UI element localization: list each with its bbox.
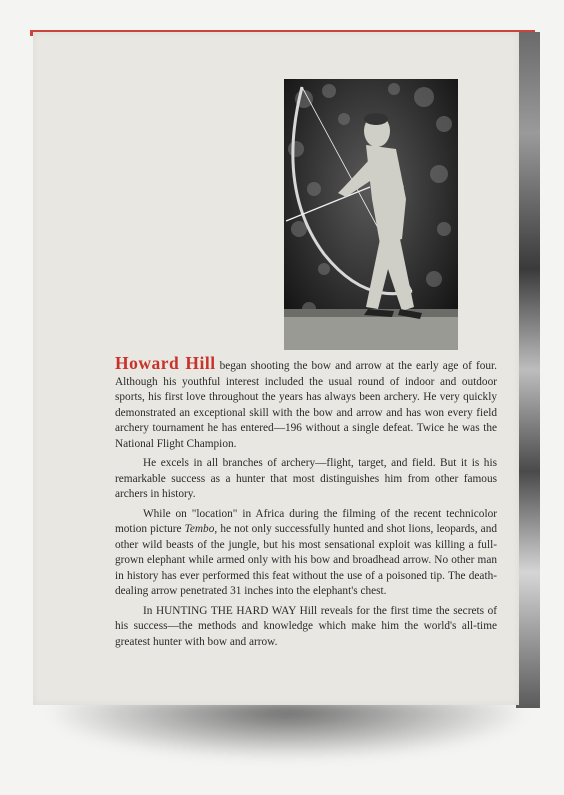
bio-paragraph-3 <box>115 507 497 600</box>
archer-photo <box>284 79 458 350</box>
bio-paragraph-1 <box>115 353 497 452</box>
book-shadow <box>44 700 530 760</box>
author-biography <box>115 353 497 654</box>
bio-paragraph-2: He excels in all branches of archery—flight, target, and field. But it is his remarkable success as a hunter that most distinguishes him from other famous archers in history. <box>115 457 497 500</box>
bio-paragraph-1-text: began shooting the bow and arrow at the early age of four. Although his youthful interest included the usual round of indoor and outdoor sports, his first love throughout the years has always been archery. He very quickly demonstrated an exceptional skill with the bow and arrow and has won every field archery tournament he has entered—196 without a single defeat. Twice he was the National Flight Champion. <box>115 360 497 450</box>
bio-paragraph-4: In HUNTING THE HARD WAY Hill reveals for the first time the secrets of his success—the methods and knowledge which make him the world's all-time greatest hunter with bow and arrow. <box>115 604 497 648</box>
bio-paragraph-3-text-b: , he not only successfully hunted and shot lions, leopards, and other wild beasts of the jungle, but his most sensational exploit was killing a full-grown elephant while armed only with his bow and broadhead arrow. No other man in history has ever performed this feat without the use of a poisoned tip. The death-dealing arrow penetrated 31 inches into the elephant's chest. <box>115 523 497 597</box>
bio-paragraph-3-text-a: While on "location" in Africa during the filming of the recent technicolor motion picture <box>115 507 497 535</box>
author-name: Howard Hill <box>115 353 216 373</box>
film-title: Tembo <box>184 523 215 535</box>
book-spine-edge <box>516 32 540 708</box>
